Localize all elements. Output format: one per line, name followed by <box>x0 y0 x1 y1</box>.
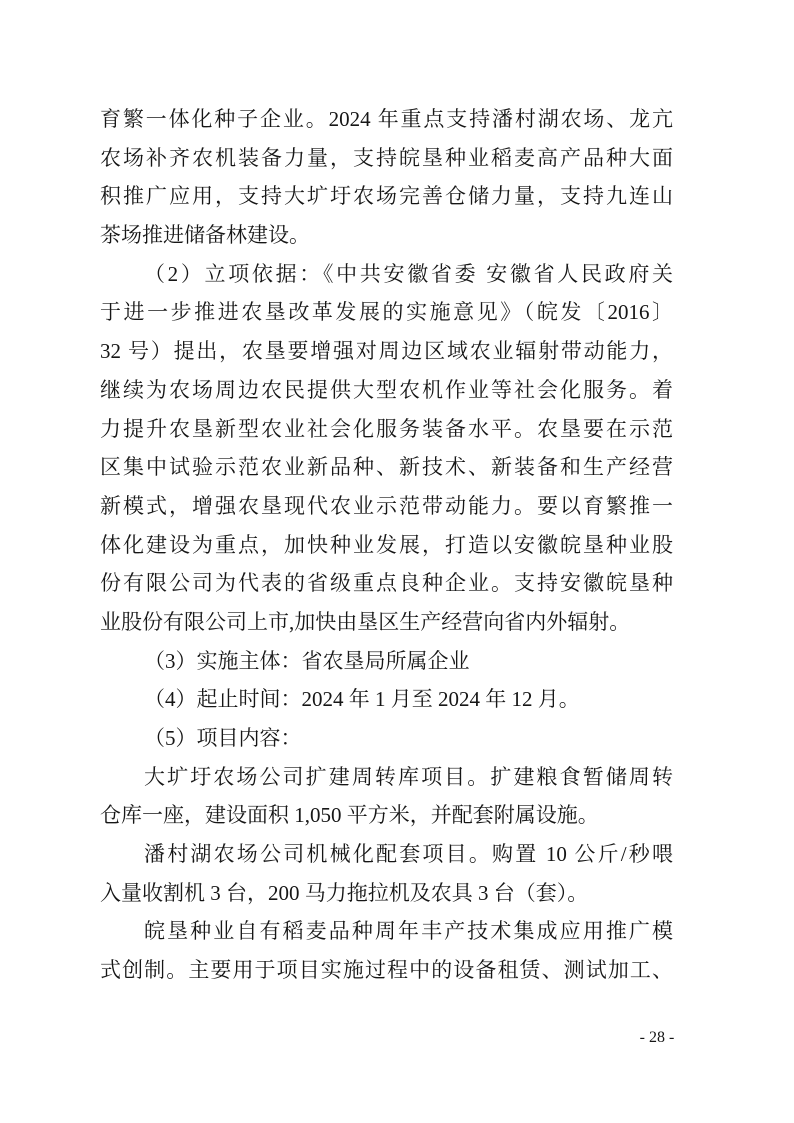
text-line: 体化建设为重点，加快种业发展，打造以安徽皖垦种业股 <box>100 532 673 557</box>
text-line: 32 号）提出，农垦要增强对周边区域农业辐射带动能力， <box>100 339 673 364</box>
text-line: 农场补齐农机装备力量，支持皖垦种业稻麦高产品种大面 <box>100 145 673 170</box>
text-line: 大圹圩农场公司扩建周转库项目。扩建粮食暂储周转 <box>144 764 673 789</box>
text-line: 式创制。主要用于项目实施过程中的设备租赁、测试加工、 <box>100 958 673 983</box>
text-line: 育繁一体化种子企业。2024 年重点支持潘村湖农场、龙亢 <box>100 107 673 131</box>
text-line: 积推广应用，支持大圹圩农场完善仓储力量，支持九连山 <box>100 184 673 209</box>
text-line: 仓库一座，建设面积 1,050 平方米，并配套附属设施。 <box>100 803 599 828</box>
text-line: 继续为农场周边农民提供大型农机作业等社会化服务。着 <box>100 377 673 402</box>
text-line: （3）实施主体：省农垦局所属企业 <box>144 648 470 673</box>
text-line: 力提升农垦新型农业社会化服务装备水平。农垦要在示范 <box>100 416 673 441</box>
text-line: 茶场推进储备林建设。 <box>100 223 310 248</box>
text-line: （5）项目内容： <box>144 726 302 750</box>
text-line: 皖垦种业自有稻麦品种周年丰产技术集成应用推广模 <box>144 919 673 944</box>
text-line: （4）起止时间：2024 年 1 月至 2024 年 12 月。 <box>144 687 580 712</box>
text-line: 潘村湖农场公司机械化配套项目。购置 10 公斤/秒喂 <box>144 842 673 867</box>
text-line: 份有限公司为代表的省级重点良种企业。支持安徽皖垦种 <box>100 571 673 596</box>
text-line: 区集中试验示范农业新品种、新技术、新装备和生产经营 <box>100 455 673 480</box>
text-line: 于进一步推进农垦改革发展的实施意见》（皖发〔2016〕 <box>100 300 673 325</box>
document-body <box>100 100 673 990</box>
text-line: 新模式，增强农垦现代农业示范带动能力。要以育繁推一 <box>100 493 673 518</box>
text-line: 业股份有限公司上市,加快由垦区生产经营向省内外辐射。 <box>100 609 631 634</box>
page-number: - 28 - <box>639 1029 675 1046</box>
text-line: 入量收割机 3 台，200 马力拖拉机及农具 3 台（套）。 <box>100 880 589 905</box>
text-line: （2）立项依据：《中共安徽省委 安徽省人民政府关 <box>144 261 673 286</box>
